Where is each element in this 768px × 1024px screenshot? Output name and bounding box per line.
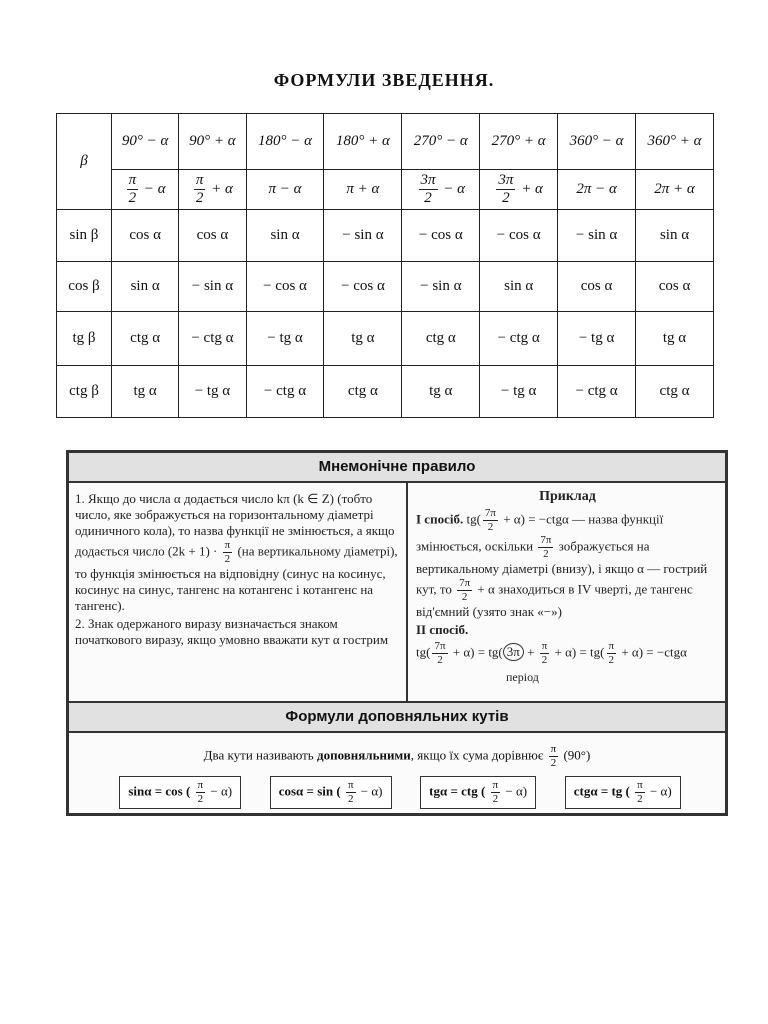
table-cell: tg α: [402, 366, 480, 418]
mnemonic-box: [66, 450, 728, 816]
table-cell: ctg α: [402, 312, 480, 366]
row-label: tg β: [57, 312, 112, 366]
table-cell: − tg α: [246, 312, 324, 366]
deg-header: 270° − α: [402, 114, 480, 170]
table-cell: cos α: [179, 210, 246, 262]
mnemonic-rules: [69, 483, 408, 701]
table-cell: − ctg α: [179, 312, 246, 366]
formula-ctg: ctgα = tg ( $\frac{\pi}{2}$ − α): [565, 776, 681, 809]
way-2-label: II спосіб.: [416, 622, 469, 637]
dop-formulas: [69, 770, 725, 809]
table-cell: − tg α: [480, 366, 558, 418]
table-cell: − cos α: [402, 210, 480, 262]
circled-3pi: 3π: [503, 643, 524, 661]
formula-cos: cosα = sin ( $\frac{\pi}{2}$ − α): [270, 776, 392, 809]
deg-header: 270° + α: [480, 114, 558, 170]
table-cell: sin α: [112, 262, 179, 312]
table-cell: − sin α: [558, 210, 636, 262]
rule-1: 1. Якщо до числа α додається число kπ (k ∈ Z) (тобто число, яке зображується на горизонтальному діаметрі одиничного кола), то назва функції не змінюється, а якщо додається число (2k + 1) · $\frac{\pi}{2}$ (на вертикальному діаметрі), то функція змінюється на відповідну (синус на косинус, косинус на синус, тангенс на котангенс і котангенс на тангенс).: [75, 491, 398, 613]
table-cell: − cos α: [324, 262, 402, 312]
table-cell: sin α: [246, 210, 324, 262]
dop-title: Формули доповняльних кутів: [69, 701, 725, 733]
table-row: [57, 210, 714, 262]
rad-header: π − α: [246, 170, 324, 210]
example-panel: [408, 483, 725, 701]
reduction-formulas-table: [56, 113, 714, 418]
table-row: [57, 366, 714, 418]
rad-header: $\frac{\pi}{2}$ − α: [112, 170, 179, 210]
rad-header: 2π − α: [558, 170, 636, 210]
mnemonic-title: Мнемонічне правило: [69, 453, 725, 483]
table-cell: − sin α: [324, 210, 402, 262]
table-cell: sin α: [480, 262, 558, 312]
table-cell: − tg α: [558, 312, 636, 366]
page-title: ФОРМУЛИ ЗВЕДЕННЯ.: [273, 70, 495, 90]
table-cell: − ctg α: [558, 366, 636, 418]
rad-header: $\frac{\pi}{2}$ + α: [179, 170, 246, 210]
period-label: період: [506, 670, 539, 684]
table-cell: tg α: [636, 312, 714, 366]
table-row: [57, 262, 714, 312]
table-cell: ctg α: [112, 312, 179, 366]
table-cell: ctg α: [324, 366, 402, 418]
table-cell: − cos α: [246, 262, 324, 312]
table-cell: − ctg α: [480, 312, 558, 366]
way-2: tg( $\frac{7\pi}{2}$ + α) = tg( 3π + $\frac{\pi}{2}$ + α) = tg( $\frac{\pi}{2}$ + α) = −ctgα: [416, 640, 687, 666]
deg-header: 360° − α: [558, 114, 636, 170]
way-1: I спосіб. tg( $\frac{7\pi}{2}$ + α) = −ctgα — назва функції змінюється, оскільки $\frac{7\pi}{2}$ зображується на вертикальному діаметрі (внизу), і якщо α — гострий кут, то $\frac{7\pi}{2}$ + α знаходиться в IV чверті, де тангенс від'ємний (узято знак «−»): [416, 507, 708, 619]
table-cell: cos α: [636, 262, 714, 312]
rad-header: 2π + α: [636, 170, 714, 210]
row-label: sin β: [57, 210, 112, 262]
deg-header: 180° + α: [324, 114, 402, 170]
deg-header: 180° − α: [246, 114, 324, 170]
deg-header: 90° − α: [112, 114, 179, 170]
table-cell: cos α: [558, 262, 636, 312]
table-cell: ctg α: [636, 366, 714, 418]
formula-sin: sinα = cos ( $\frac{\pi}{2}$ − α): [119, 776, 241, 809]
row-label: ctg β: [57, 366, 112, 418]
table-cell: tg α: [324, 312, 402, 366]
beta-header: β: [57, 114, 112, 210]
row-label: cos β: [57, 262, 112, 312]
deg-header: 90° + α: [179, 114, 246, 170]
table-cell: tg α: [112, 366, 179, 418]
table-cell: − tg α: [179, 366, 246, 418]
deg-header: 360° + α: [636, 114, 714, 170]
table-cell: − ctg α: [246, 366, 324, 418]
table-cell: − sin α: [402, 262, 480, 312]
table-cell: sin α: [636, 210, 714, 262]
example-title: Приклад: [539, 489, 596, 504]
rad-header: π + α: [324, 170, 402, 210]
formula-tg: tgα = ctg ( $\frac{\pi}{2}$ − α): [420, 776, 536, 809]
rad-header: $\frac{3\pi}{2}$ − α: [402, 170, 480, 210]
rad-header: $\frac{3\pi}{2}$ + α: [480, 170, 558, 210]
table-cell: − cos α: [480, 210, 558, 262]
dop-definition: Два кути називають доповняльними, якщо їх сума дорівнює $\frac{\pi}{2}$ (90°): [203, 743, 591, 769]
table-cell: cos α: [112, 210, 179, 262]
rule-2: 2. Знак одержаного виразу визначається знаком початкового виразу, якщо умовно вважати кут α гострим: [75, 616, 389, 647]
table-cell: − sin α: [179, 262, 246, 312]
table-row: [57, 312, 714, 366]
